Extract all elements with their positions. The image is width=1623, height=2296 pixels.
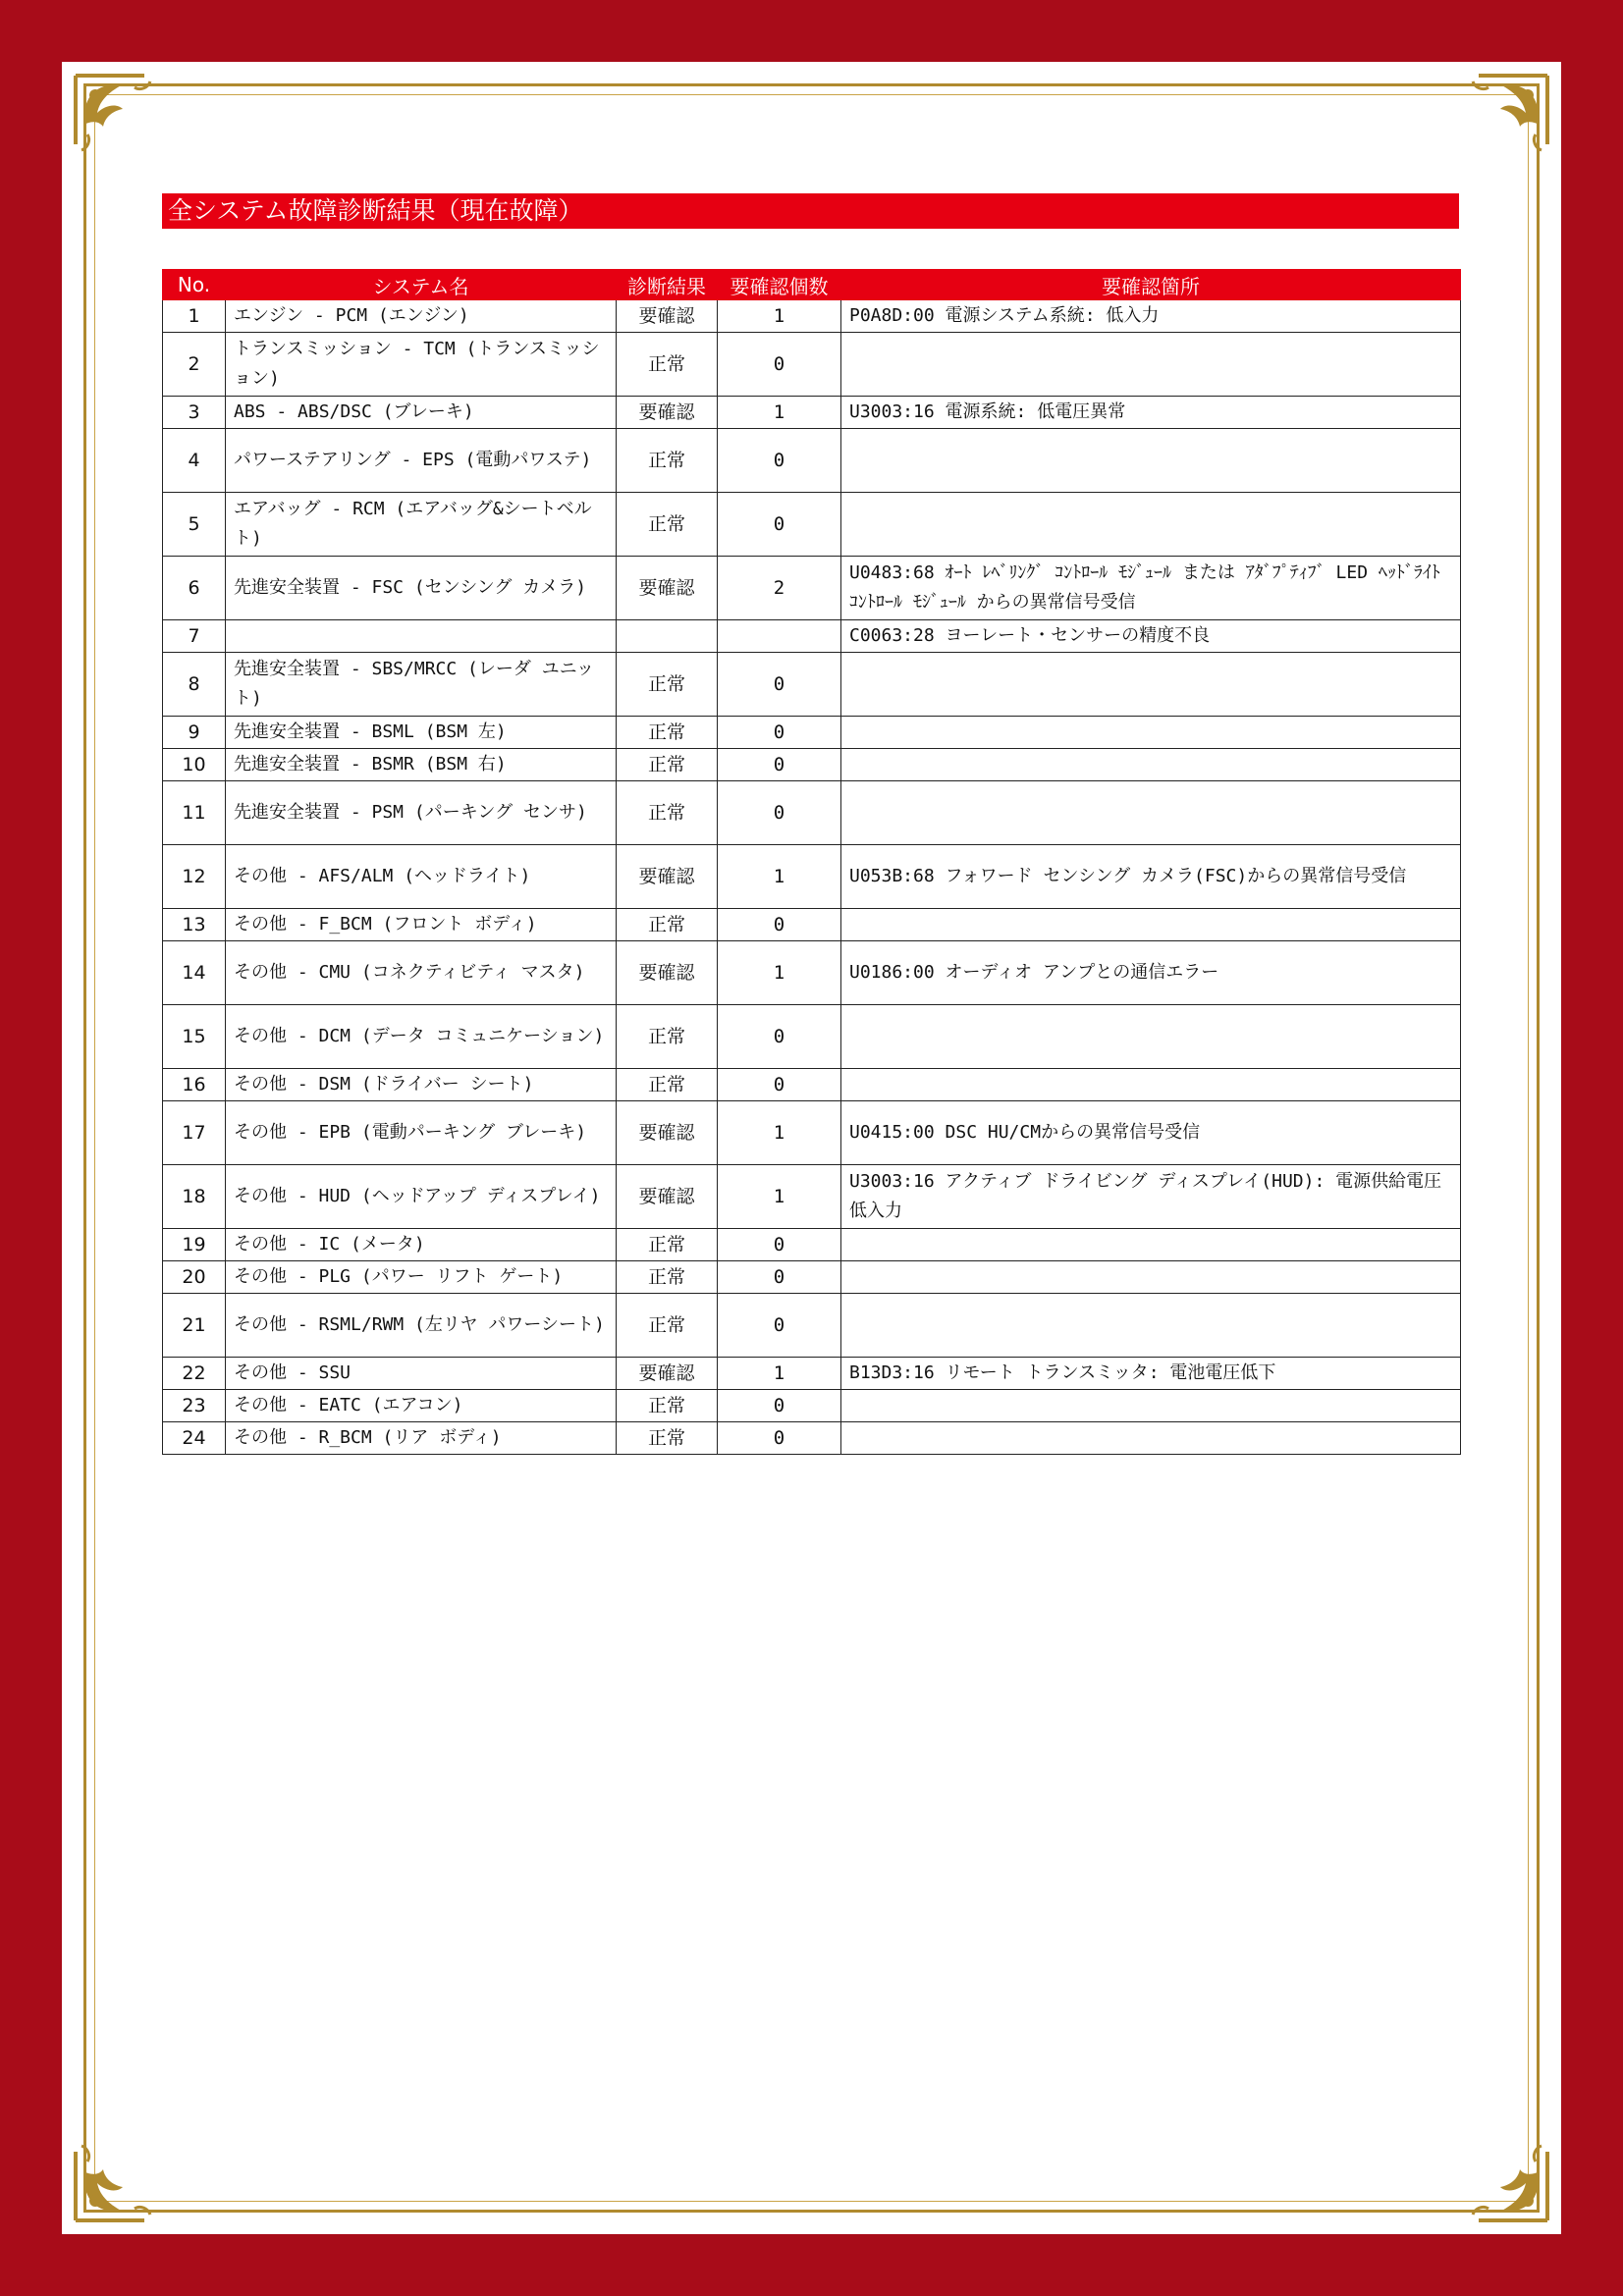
check-location-cell: U053B:68 フォワード センシング カメラ(FSC)からの異常信号受信 [841, 845, 1461, 909]
diagnosis-result-cell: 正常 [617, 493, 718, 557]
check-location-cell [841, 429, 1461, 493]
check-count-cell: 0 [718, 493, 841, 557]
check-location-cell [841, 717, 1461, 749]
corner-ornament-icon [1463, 2136, 1557, 2230]
row-number: 23 [163, 1390, 226, 1422]
corner-ornament-icon [1463, 66, 1557, 160]
system-name-cell: その他 - EATC (エアコン) [226, 1390, 617, 1422]
check-count-cell: 0 [718, 1390, 841, 1422]
diagnosis-result-cell: 要確認 [617, 1358, 718, 1390]
table-row [163, 1294, 1461, 1358]
row-number: 12 [163, 845, 226, 909]
check-count-cell: 0 [718, 653, 841, 717]
check-location-cell [841, 1005, 1461, 1069]
check-location-cell: U3003:16 電源系統: 低電圧異常 [841, 397, 1461, 429]
check-count-cell: 0 [718, 1261, 841, 1294]
check-location-cell: U0415:00 DSC HU/CMからの異常信号受信 [841, 1101, 1461, 1165]
row-number: 2 [163, 333, 226, 397]
diagnosis-result-cell: 正常 [617, 1069, 718, 1101]
system-name-cell: ABS - ABS/DSC (ブレーキ) [226, 397, 617, 429]
row-number: 19 [163, 1229, 226, 1261]
row-number: 5 [163, 493, 226, 557]
diagnosis-result-cell: 正常 [617, 429, 718, 493]
table-row [163, 1261, 1461, 1294]
diagnosis-result-cell: 正常 [617, 1294, 718, 1358]
check-location-cell [841, 333, 1461, 397]
check-location-cell [841, 1294, 1461, 1358]
system-name-cell: その他 - DSM (ドライバー シート) [226, 1069, 617, 1101]
check-location-cell: U0186:00 オーディオ アンプとの通信エラー [841, 941, 1461, 1005]
row-number: 21 [163, 1294, 226, 1358]
diagnosis-result-cell: 正常 [617, 1390, 718, 1422]
row-number: 6 [163, 557, 226, 620]
row-number: 11 [163, 781, 226, 845]
corner-ornament-icon [66, 66, 160, 160]
diagnosis-table [162, 269, 1461, 1455]
row-number: 7 [163, 620, 226, 653]
check-count-cell: 1 [718, 300, 841, 333]
diagnosis-result-cell: 要確認 [617, 1101, 718, 1165]
check-count-cell: 0 [718, 909, 841, 941]
table-row [163, 557, 1461, 620]
row-number: 8 [163, 653, 226, 717]
check-count-cell: 0 [718, 333, 841, 397]
row-number: 18 [163, 1165, 226, 1229]
diagnosis-result-cell: 正常 [617, 1229, 718, 1261]
diagnosis-result-cell: 正常 [617, 1422, 718, 1455]
table-row [163, 1229, 1461, 1261]
table-row [163, 845, 1461, 909]
check-count-cell: 1 [718, 845, 841, 909]
diagnosis-result-cell: 正常 [617, 1005, 718, 1069]
diagnosis-result-cell: 正常 [617, 909, 718, 941]
diagnosis-result-cell: 要確認 [617, 1165, 718, 1229]
check-location-cell [841, 493, 1461, 557]
check-location-cell: U0483:68 ｵｰﾄ ﾚﾍﾞﾘﾝｸﾞ ｺﾝﾄﾛｰﾙ ﾓｼﾞｭｰﾙ または ｱﾀﾞﾌﾟﾃｨﾌﾞ LED ﾍｯﾄﾞﾗｲﾄ ｺﾝﾄﾛｰﾙ ﾓｼﾞｭｰﾙ からの異常信号受信 [841, 557, 1461, 620]
check-location-cell: B13D3:16 リモート トランスミッタ: 電池電圧低下 [841, 1358, 1461, 1390]
table-row [163, 909, 1461, 941]
table-row [163, 1005, 1461, 1069]
system-name-cell: その他 - EPB (電動パーキング ブレーキ) [226, 1101, 617, 1165]
system-name-cell: その他 - CMU (コネクティビティ マスタ) [226, 941, 617, 1005]
check-location-cell: U3003:16 アクティブ ドライビング ディスプレイ(HUD): 電源供給電圧低入力 [841, 1165, 1461, 1229]
table-row [163, 300, 1461, 333]
diagnosis-result-cell: 要確認 [617, 557, 718, 620]
diagnosis-result-cell: 要確認 [617, 397, 718, 429]
check-count-cell: 0 [718, 429, 841, 493]
row-number: 22 [163, 1358, 226, 1390]
diagnosis-result-cell: 要確認 [617, 845, 718, 909]
check-location-cell [841, 909, 1461, 941]
check-count-cell [718, 620, 841, 653]
system-name-cell: 先進安全装置 - BSML (BSM 左) [226, 717, 617, 749]
check-count-cell: 1 [718, 1358, 841, 1390]
check-count-cell: 0 [718, 1422, 841, 1455]
diagnosis-result-cell: 要確認 [617, 300, 718, 333]
system-name-cell: 先進安全装置 - FSC (センシング カメラ) [226, 557, 617, 620]
row-number: 10 [163, 749, 226, 781]
system-name-cell: パワーステアリング - EPS (電動パワステ) [226, 429, 617, 493]
table-row [163, 1390, 1461, 1422]
table-row [163, 1165, 1461, 1229]
table-row [163, 781, 1461, 845]
check-location-cell [841, 749, 1461, 781]
check-location-cell [841, 1069, 1461, 1101]
check-location-cell [841, 1390, 1461, 1422]
row-number: 17 [163, 1101, 226, 1165]
check-count-cell: 1 [718, 397, 841, 429]
check-count-cell: 0 [718, 1069, 841, 1101]
check-count-cell: 1 [718, 1165, 841, 1229]
table-row [163, 653, 1461, 717]
header-check-count: 要確認個数 [718, 270, 841, 300]
table-row [163, 620, 1461, 653]
diagnosis-result-cell: 正常 [617, 717, 718, 749]
system-name-cell: その他 - HUD (ヘッドアップ ディスプレイ) [226, 1165, 617, 1229]
check-count-cell: 0 [718, 717, 841, 749]
check-count-cell: 1 [718, 941, 841, 1005]
table-row [163, 1358, 1461, 1390]
system-name-cell: 先進安全装置 - BSMR (BSM 右) [226, 749, 617, 781]
check-count-cell: 0 [718, 781, 841, 845]
check-location-cell [841, 1261, 1461, 1294]
check-count-cell: 0 [718, 1229, 841, 1261]
section-title: 全システム故障診断結果（現在故障） [162, 193, 1459, 229]
check-location-cell [841, 653, 1461, 717]
system-name-cell: トランスミッション - TCM (トランスミッション) [226, 333, 617, 397]
diagnosis-result-cell: 正常 [617, 749, 718, 781]
check-count-cell: 2 [718, 557, 841, 620]
row-number: 24 [163, 1422, 226, 1455]
system-name-cell: その他 - RSML/RWM (左リヤ パワーシート) [226, 1294, 617, 1358]
system-name-cell: その他 - SSU [226, 1358, 617, 1390]
table-row [163, 717, 1461, 749]
row-number: 13 [163, 909, 226, 941]
system-name-cell: その他 - IC (メータ) [226, 1229, 617, 1261]
check-count-cell: 0 [718, 749, 841, 781]
report-page [62, 62, 1561, 2234]
check-count-cell: 0 [718, 1005, 841, 1069]
table-row [163, 749, 1461, 781]
system-name-cell: その他 - R_BCM (リア ボディ) [226, 1422, 617, 1455]
system-name-cell: その他 - AFS/ALM (ヘッドライト) [226, 845, 617, 909]
row-number: 4 [163, 429, 226, 493]
row-number: 3 [163, 397, 226, 429]
table-row [163, 333, 1461, 397]
system-name-cell [226, 620, 617, 653]
row-number: 9 [163, 717, 226, 749]
system-name-cell: 先進安全装置 - PSM (パーキング センサ) [226, 781, 617, 845]
header-no: No. [163, 270, 226, 300]
system-name-cell: その他 - PLG (パワー リフト ゲート) [226, 1261, 617, 1294]
table-row [163, 1422, 1461, 1455]
header-diagnosis-result: 診断結果 [617, 270, 718, 300]
row-number: 1 [163, 300, 226, 333]
header-system-name: システム名 [226, 270, 617, 300]
check-location-cell: C0063:28 ヨーレート・センサーの精度不良 [841, 620, 1461, 653]
table-row [163, 941, 1461, 1005]
diagnosis-result-cell [617, 620, 718, 653]
check-location-cell [841, 1422, 1461, 1455]
system-name-cell: 先進安全装置 - SBS/MRCC (レーダ ユニット) [226, 653, 617, 717]
row-number: 15 [163, 1005, 226, 1069]
row-number: 14 [163, 941, 226, 1005]
diagnosis-result-cell: 要確認 [617, 941, 718, 1005]
row-number: 16 [163, 1069, 226, 1101]
system-name-cell: その他 - F_BCM (フロント ボディ) [226, 909, 617, 941]
header-check-location: 要確認箇所 [841, 270, 1461, 300]
check-count-cell: 1 [718, 1101, 841, 1165]
table-row [163, 493, 1461, 557]
table-row [163, 397, 1461, 429]
table-header-row [163, 270, 1461, 300]
check-location-cell [841, 1229, 1461, 1261]
diagnosis-result-cell: 正常 [617, 1261, 718, 1294]
corner-ornament-icon [66, 2136, 160, 2230]
diagnosis-result-cell: 正常 [617, 781, 718, 845]
row-number: 20 [163, 1261, 226, 1294]
check-location-cell [841, 781, 1461, 845]
table-row [163, 1069, 1461, 1101]
check-location-cell: P0A8D:00 電源システム系統: 低入力 [841, 300, 1461, 333]
table-row [163, 1101, 1461, 1165]
diagnosis-result-cell: 正常 [617, 333, 718, 397]
system-name-cell: エンジン - PCM (エンジン) [226, 300, 617, 333]
system-name-cell: エアバッグ - RCM (エアバッグ&シートベルト) [226, 493, 617, 557]
check-count-cell: 0 [718, 1294, 841, 1358]
table-row [163, 429, 1461, 493]
diagnosis-result-cell: 正常 [617, 653, 718, 717]
system-name-cell: その他 - DCM (データ コミュニケーション) [226, 1005, 617, 1069]
